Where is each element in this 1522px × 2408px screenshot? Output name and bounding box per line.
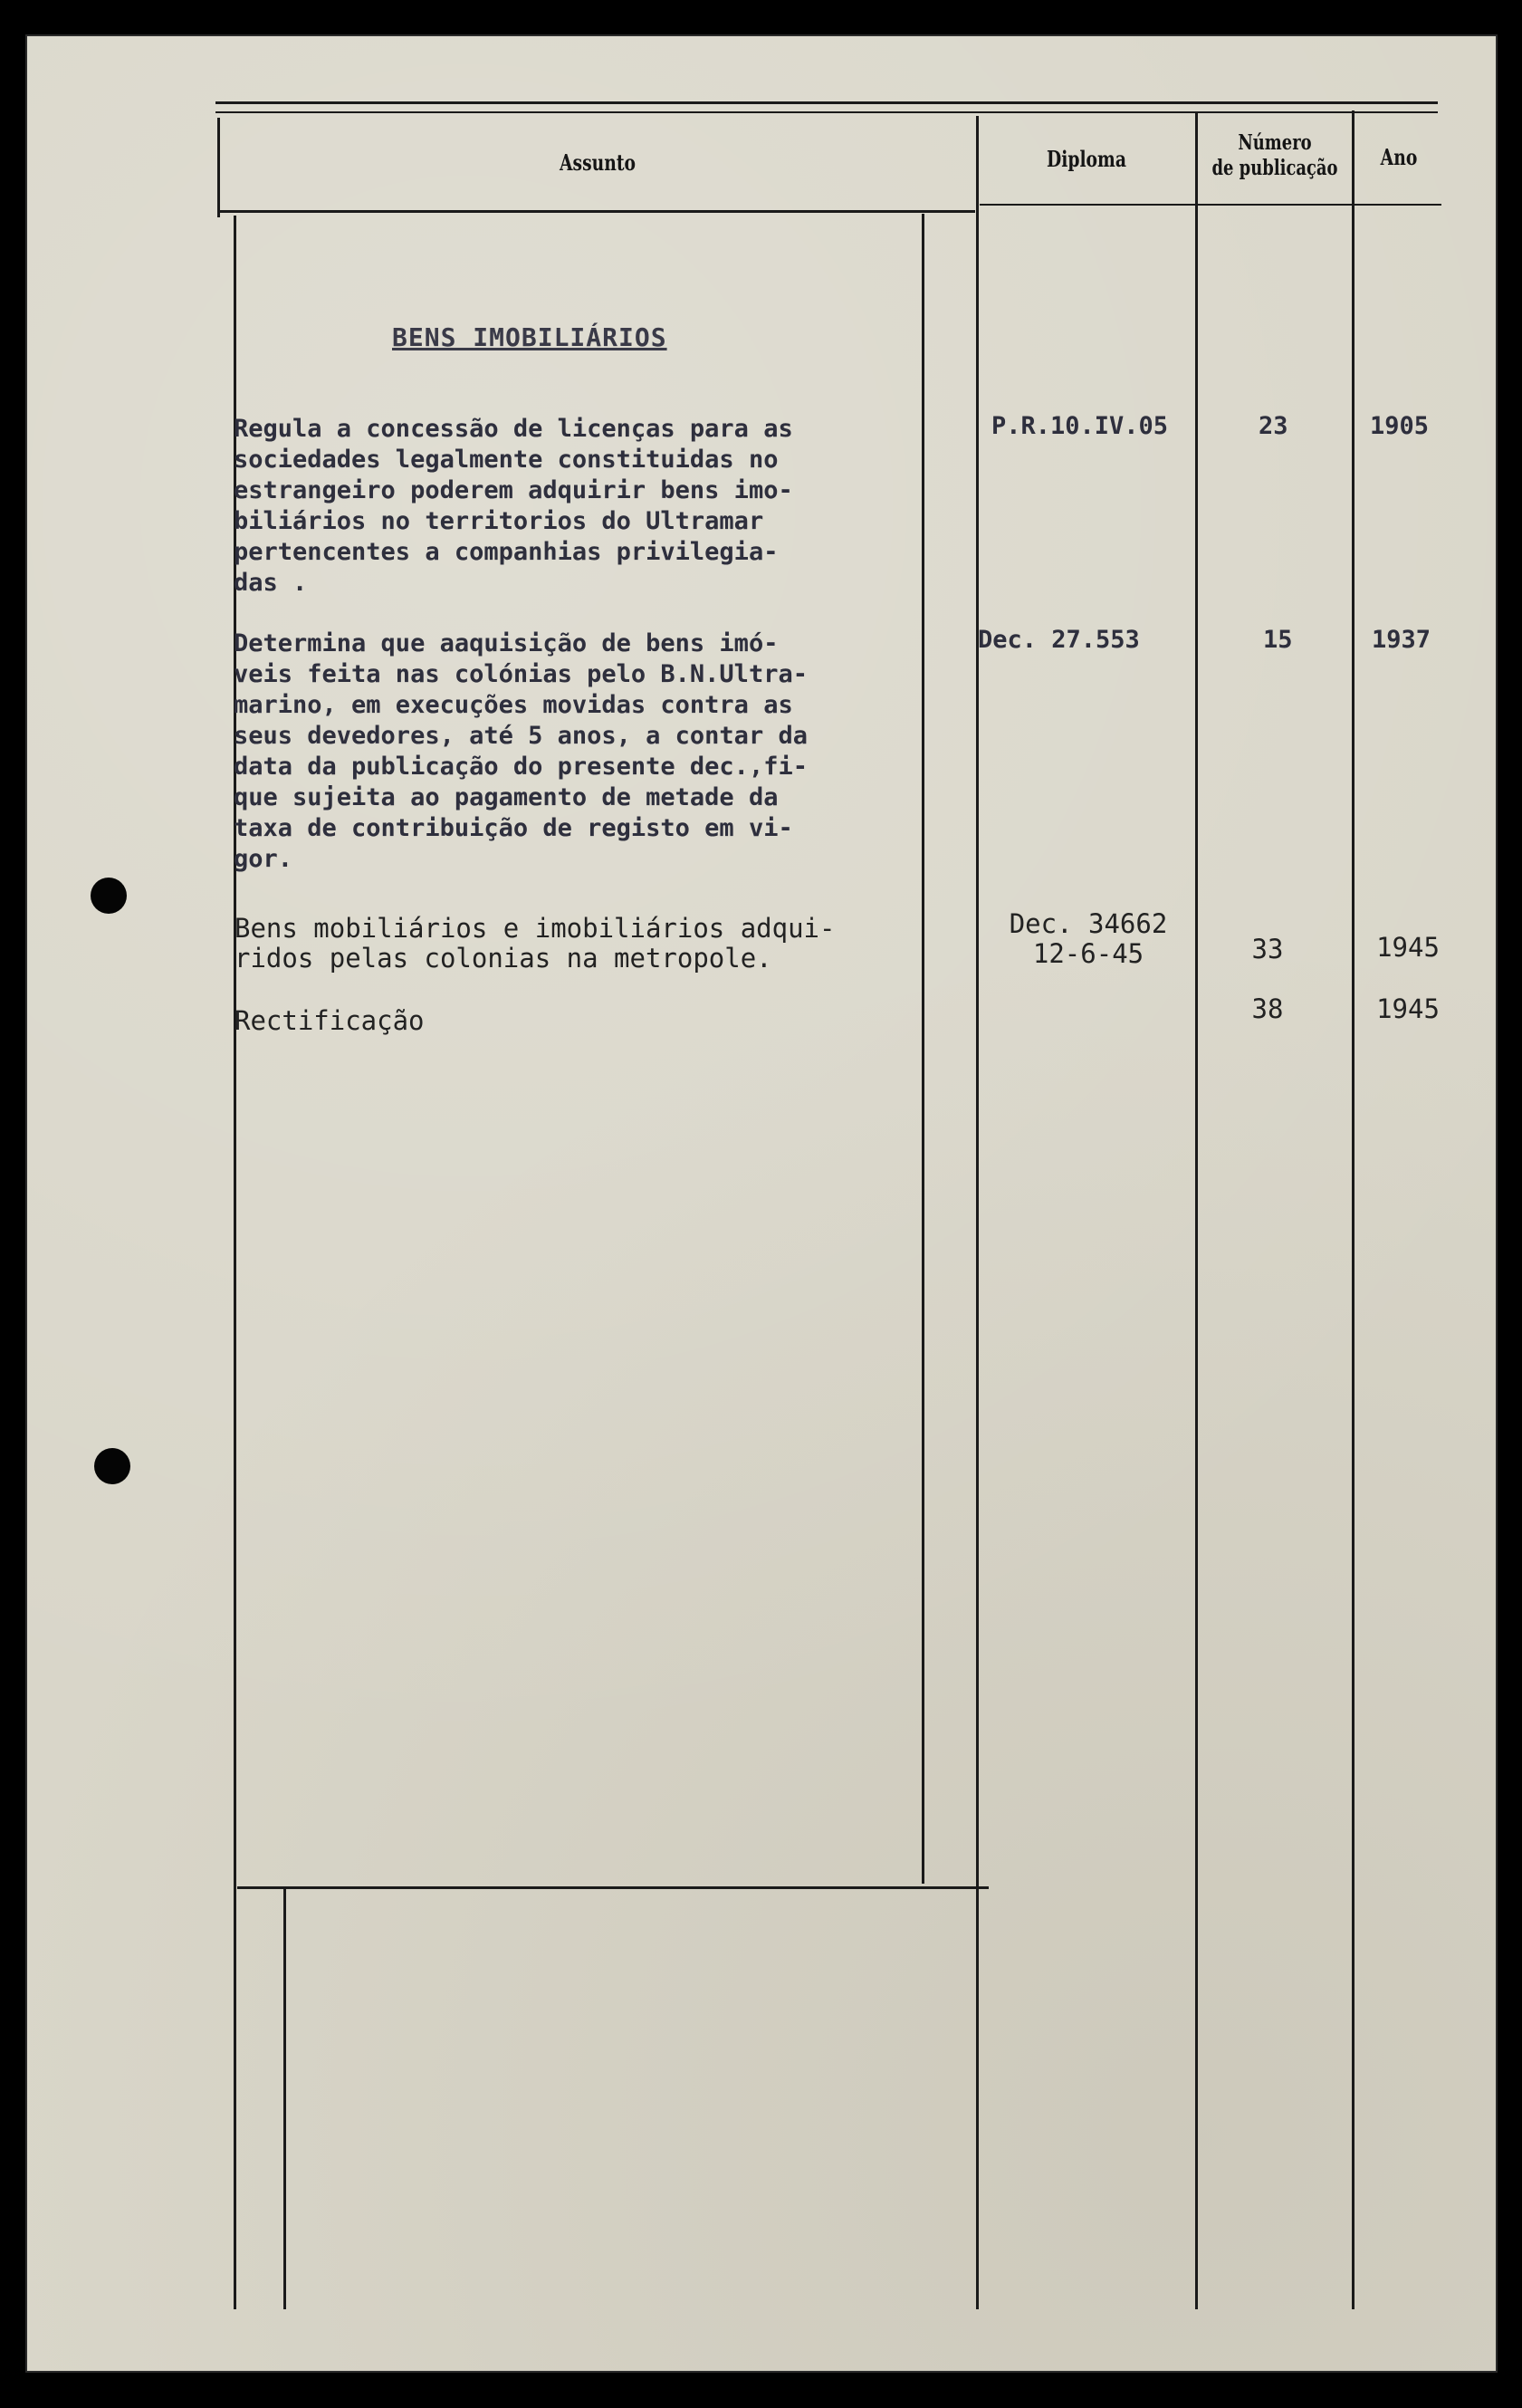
column-divider-left bbox=[217, 118, 220, 217]
row-1-assunto: Regula a concessão de licenças para as sociedades legalmente constituidas no estrangeiro poderem adquirir bens imo- biliários no territorios do Ultramar pertencentes a companhias privilegia- das . bbox=[234, 415, 793, 597]
row-2-diploma: Dec. 27.553 bbox=[978, 626, 1140, 654]
column-divider-diploma-left bbox=[976, 116, 979, 2309]
row-4-numero: 38 bbox=[1251, 993, 1284, 1024]
header-assunto: Assunto bbox=[560, 149, 636, 176]
index-card bbox=[25, 34, 1498, 2373]
row-1-diploma: P.R.10.IV.05 bbox=[991, 412, 1169, 440]
row-3-numero: 33 bbox=[1251, 934, 1284, 964]
row-3-ano: 1945 bbox=[1376, 932, 1440, 963]
row-4-ano: 1945 bbox=[1376, 993, 1440, 1024]
header-bottom-rule bbox=[219, 210, 975, 213]
row-1-ano: 1905 bbox=[1370, 412, 1430, 440]
header-numero: Número de publicação bbox=[1211, 130, 1338, 180]
punch-hole-upper bbox=[91, 878, 127, 914]
row-1-numero: 23 bbox=[1259, 412, 1288, 440]
row-3-assunto: Bens mobiliários e imobiliários adqui- ridos pelas colonias na metropole. bbox=[235, 913, 836, 974]
row-4-assunto: Rectificação bbox=[235, 1005, 425, 1036]
header-diploma: Diploma bbox=[1047, 146, 1126, 172]
column-divider-assunto-inner bbox=[922, 214, 924, 1884]
column-divider-ano-left bbox=[1352, 110, 1354, 2309]
header-bottom-rule-right bbox=[980, 204, 1441, 206]
lower-box-top-rule bbox=[237, 1886, 989, 1889]
row-2-numero: 15 bbox=[1263, 626, 1293, 654]
header-ano: Ano bbox=[1380, 144, 1418, 170]
column-divider-numero-left bbox=[1195, 113, 1198, 2309]
lower-box-left-rule bbox=[283, 1889, 286, 2309]
section-title: BENS IMOBILIÁRIOS bbox=[392, 322, 667, 352]
table-top-rule-2 bbox=[215, 111, 1438, 113]
row-3-diploma: Dec. 34662 12-6-45 bbox=[1009, 908, 1168, 969]
row-2-assunto: Determina que aaquisição de bens imó- veis feita nas colónias pelo B.N.Ultra- marino, em execuções movidas contra as seus devedores, até 5 anos, a contar da data da publicação do presente dec.,fi- que sujeita ao pagamento de metade da taxa de contribuição de registo em vi- gor. bbox=[234, 629, 808, 873]
table-top-rule bbox=[215, 101, 1438, 104]
punch-hole-lower bbox=[94, 1448, 130, 1484]
row-2-ano: 1937 bbox=[1372, 626, 1431, 654]
